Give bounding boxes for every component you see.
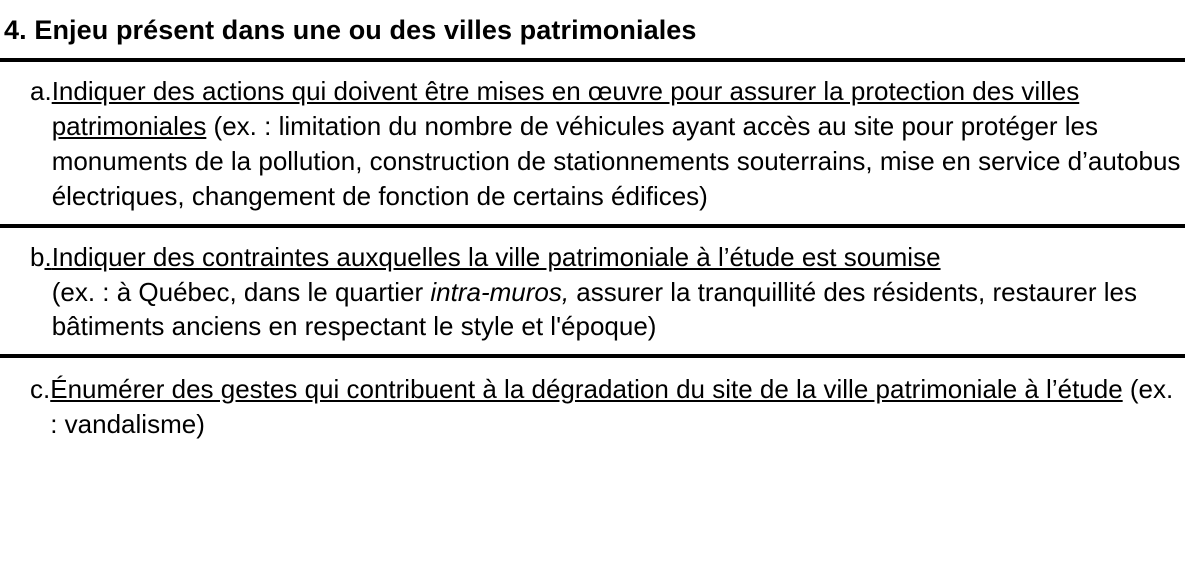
list-item-a-rest: (ex. : limitation du nombre de véhicules ayant accès au site pour protéger les monuments de la pollution, construction de stationnements souterrains, mise en service d’autobus électriques, changement de fonction de certains édifices)	[51, 111, 1181, 211]
list-item-b-body	[52, 240, 1185, 344]
section-heading	[0, 0, 1185, 58]
list-item-c-rest: (ex. : vandalisme)	[50, 374, 1174, 440]
list-item-c-label: c.	[30, 374, 51, 405]
list-item-c	[0, 358, 1185, 452]
list-item-c-underlined: Énumérer des gestes qui contribuent à la dégradation du site de la ville patrimoniale à l’étude	[50, 374, 1123, 405]
list-item-b-rest-after-italic: assurer la tranquillité des résidents, restaurer les bâtiments anciens en respectant le style et l'époque)	[51, 276, 1137, 342]
list-item-b-rest-before-italic: (ex. : à Québec, dans le quartier	[51, 276, 431, 307]
section-number-suffix: .	[19, 15, 27, 45]
list-item-b-label	[0, 240, 52, 275]
list-item-c-body	[50, 372, 1185, 442]
list-item-b-italic: intra-muros,	[430, 276, 570, 307]
list-item-a-body	[52, 74, 1185, 213]
list-item-b-letter-suffix: .	[44, 241, 52, 272]
list-item-a-label: a.	[30, 76, 52, 107]
list-item-b-underlined: Indiquer des contraintes auxquelles la ville patrimoniale à l’étude est soumise	[51, 241, 941, 272]
section-number: 4	[4, 15, 20, 45]
list-item-b-letter: b	[30, 241, 45, 272]
list-item-b	[0, 228, 1185, 354]
section-title-text: Enjeu présent dans une ou des villes patrimoniales	[34, 15, 697, 45]
list-item-a-underlined: Indiquer des actions qui doivent être mises en œuvre pour assurer la protection des villes patrimoniales	[51, 76, 1080, 142]
list-item-a	[0, 62, 1185, 223]
